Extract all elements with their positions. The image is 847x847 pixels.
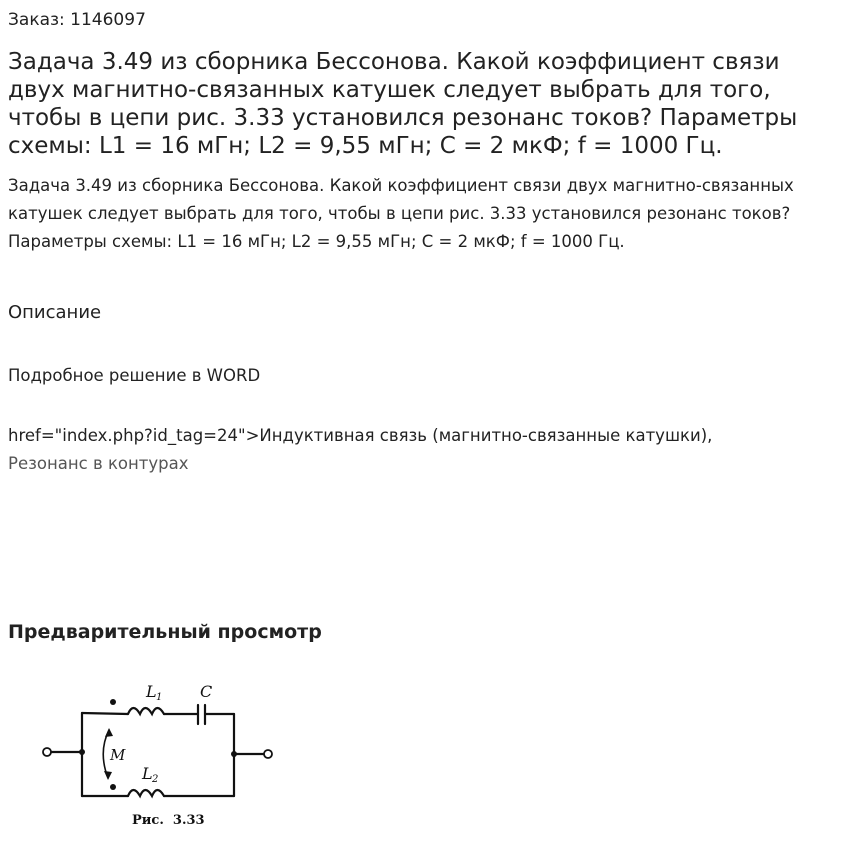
tags-section xyxy=(8,422,838,478)
dot-marker-l1 xyxy=(110,699,116,705)
word-solution-note: Подробное решение в WORD xyxy=(8,366,261,385)
inductor-l1 xyxy=(128,708,164,714)
label-l2-sub: 2 xyxy=(152,774,159,785)
dot-marker-l2 xyxy=(110,784,116,790)
tag-raw-text: href="index.php?id_tag=24">Индуктивная связь (магнитно-связанные катушки), xyxy=(8,426,713,445)
arrowhead-bottom xyxy=(104,771,112,780)
arrowhead-top xyxy=(105,728,113,737)
label-l1-sub: 1 xyxy=(156,692,163,703)
input-terminal xyxy=(43,748,51,756)
junction-left xyxy=(79,749,85,755)
label-l1: L xyxy=(146,682,157,701)
description-label: Описание xyxy=(8,302,102,323)
task-description: Задача 3.49 из сборника Бессонова. Какой коэффициент связи двух магнитно-связанных катушек следует выбрать для того, чтобы в цепи рис. 3.33 установился резонанс токов? Параметры схемы: L1 = 16 мГн; L2 = 9,55 мГн; C = 2 мкФ; f = 1000 Гц. xyxy=(8,176,794,251)
inductor-l2 xyxy=(128,790,164,796)
preview-title: Предварительный просмотр xyxy=(8,621,322,643)
mutual-arrow xyxy=(103,730,109,778)
label-l2: L xyxy=(142,764,153,783)
junction-right xyxy=(231,751,237,757)
order-number: Заказ: 1146097 xyxy=(8,10,146,30)
circuit-diagram xyxy=(30,670,290,835)
output-terminal xyxy=(264,750,272,758)
wire-top-left xyxy=(82,713,128,714)
label-c: C xyxy=(200,682,213,701)
label-m: M xyxy=(110,746,126,764)
circuit-figure xyxy=(30,670,290,835)
figure-caption: Рис. 3.33 xyxy=(132,813,205,828)
tag-link-resonance[interactable]: Резонанс в контурах xyxy=(8,454,189,473)
page-title: Задача 3.49 из сборника Бессонова. Какой коэффициент связи двух магнитно-связанных катушек следует выбрать для того, чтобы в цепи рис. 3.33 установился резонанс токов? Параметры схемы: L1 = 16 мГн; L2 = 9,55 мГн; C = 2 мкФ; f = 1000 Гц. xyxy=(8,49,798,159)
